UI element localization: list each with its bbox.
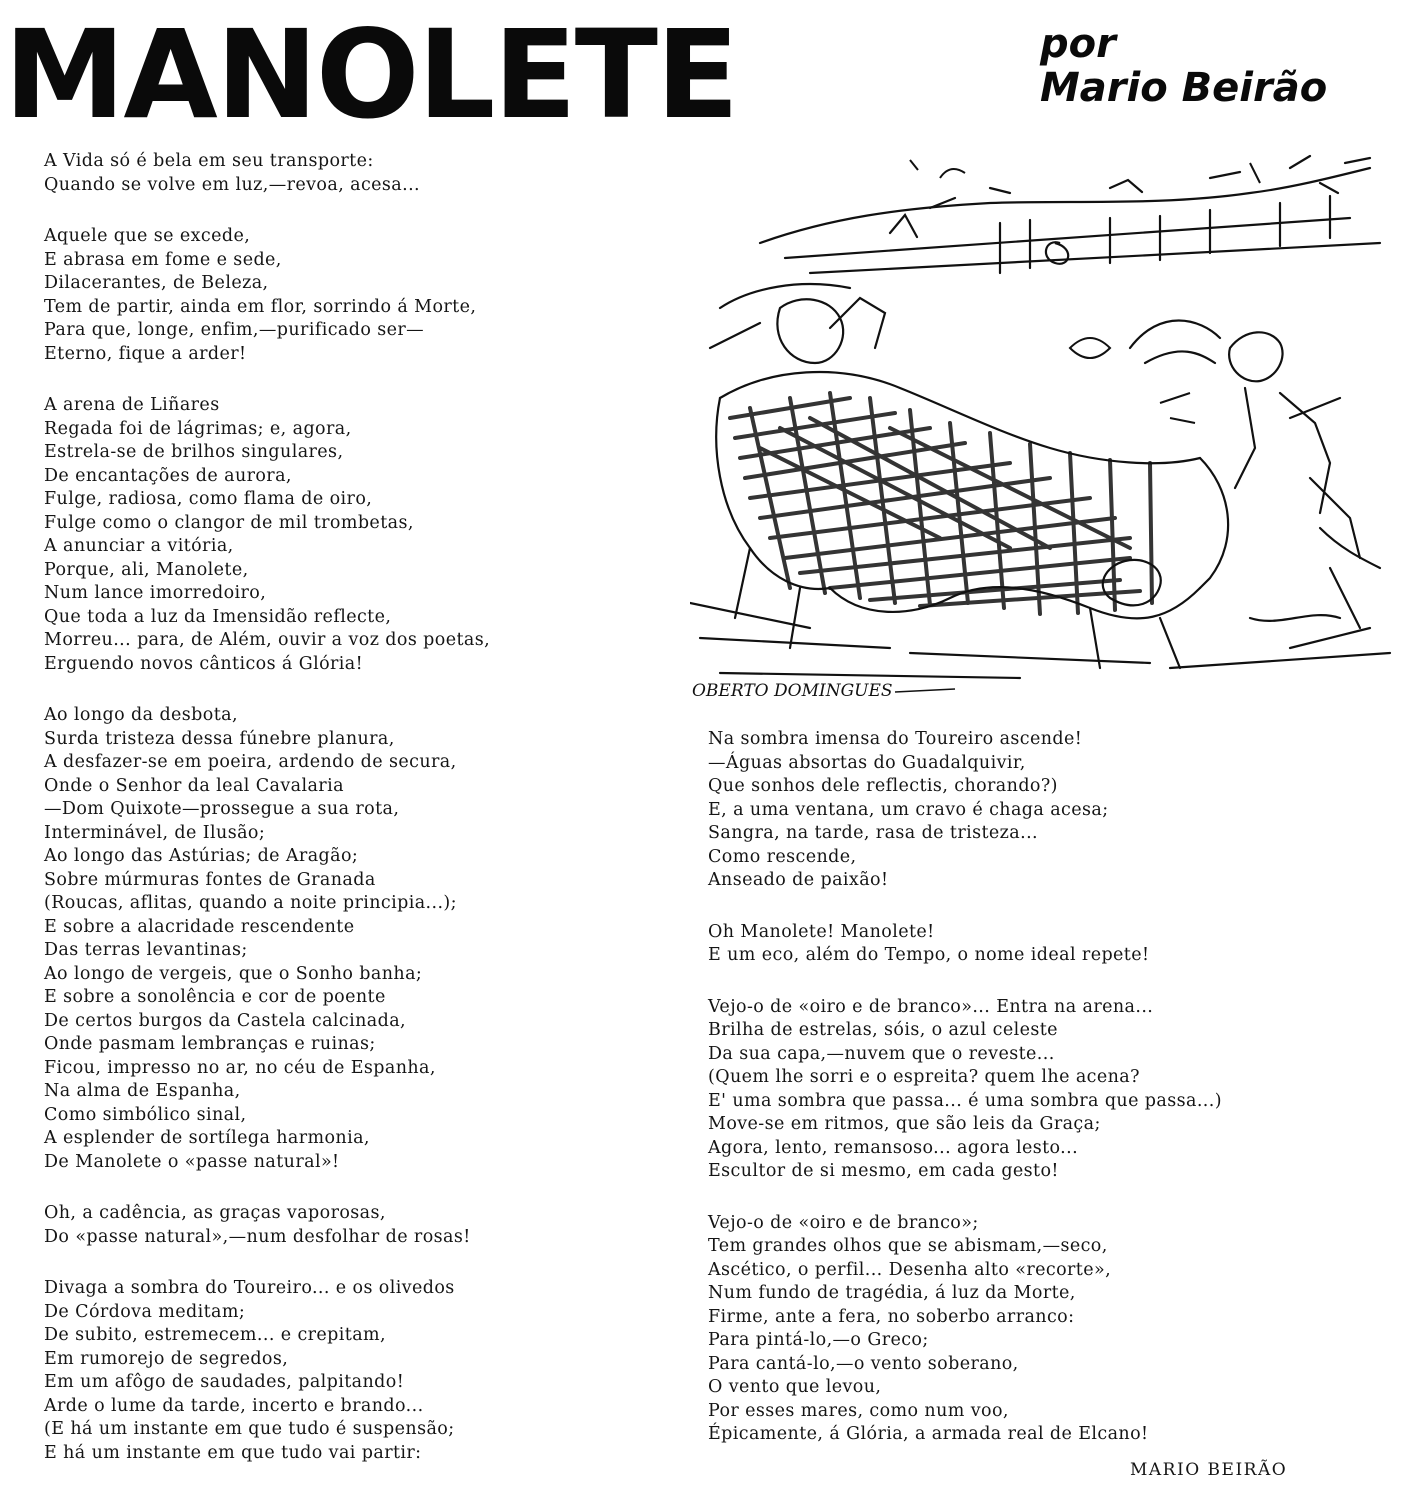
poem-line: Num lance imorredoiro,	[44, 583, 267, 603]
poem-line: Ao longo da desbota,	[44, 705, 238, 725]
poem-line: De encantações de aurora,	[44, 465, 292, 486]
poem-stanza	[708, 1212, 1388, 1447]
poem-stanza	[44, 394, 664, 676]
poem-line: Do «passe natural»,—num desfolhar de rosas!	[44, 1226, 471, 1247]
poem-line: A esplender de sortílega harmonia,	[44, 1128, 370, 1148]
poem-line: Em um afôgo de saudades, palpitando!	[44, 1372, 405, 1392]
poem-line: Firme, ante a fera, no soberbo arranco:	[708, 1306, 1075, 1327]
poem-line: Da sua capa,—nuvem que o reveste...	[708, 1043, 1055, 1064]
poem-line: Onde pasmam lembranças e ruinas;	[44, 1034, 376, 1054]
byline-prefix: por	[1040, 21, 1116, 67]
poem-line: Move-se em ritmos, que são leis da Graça;	[708, 1114, 1101, 1134]
poem-line: (Quem lhe sorri e o espreita? quem lhe acena?	[708, 1067, 1140, 1087]
poem-line: Estrela-se de brilhos singulares,	[44, 442, 344, 462]
poem-line: Das terras levantinas;	[44, 940, 248, 960]
poem-line: E, a uma ventana, um cravo é chaga acesa;	[708, 799, 1109, 820]
poem-column-right	[708, 728, 1388, 1475]
poem-line: Para que, longe, enfim,—purificado ser—	[44, 320, 425, 340]
poem-line: Agora, lento, remansoso... agora lesto...	[708, 1137, 1079, 1158]
poem-line: De Córdova meditam;	[44, 1301, 246, 1322]
poem-line: Ascético, o perfil... Desenha alto «recorte»,	[708, 1259, 1112, 1280]
poem-line: Por esses mares, como num voo,	[708, 1400, 1009, 1421]
poem-line: A Vida só é bela em seu transporte:	[44, 151, 374, 171]
poem-line: Oh, a cadência, as graças vaporosas,	[44, 1203, 386, 1223]
poem-stanza	[44, 1277, 664, 1465]
byline-author: Mario Beirão	[1040, 65, 1328, 111]
poem-line: Na sombra imensa do Toureiro ascende!	[708, 729, 1083, 749]
poem-line: Onde o Senhor da leal Cavalaria	[44, 775, 344, 796]
poem-line: Escultor de si mesmo, em cada gesto!	[708, 1161, 1059, 1181]
poem-stanza	[708, 996, 1388, 1184]
poem-line: Vejo-o de «oiro e de branco»... Entra na arena...	[708, 996, 1154, 1017]
poem-stanza	[44, 704, 664, 1174]
poem-line: Tem grandes olhos que se abismam,—seco,	[708, 1236, 1108, 1256]
poem-line: Que sonhos dele reflectis, chorando?)	[708, 776, 1058, 796]
poem-line: A desfazer-se em poeira, ardendo de secura,	[44, 752, 457, 772]
poem-line: Como simbólico sinal,	[44, 1104, 247, 1125]
poem-line: Dilacerantes, de Beleza,	[44, 273, 269, 293]
poem-line: E abrasa em fome e sede,	[44, 249, 282, 270]
poem-line: Como rescende,	[708, 846, 857, 867]
poem-line: De Manolete o «passe natural»!	[44, 1151, 340, 1172]
poem-line: O vento que levou,	[708, 1377, 882, 1397]
illustration-artist-signature: OBERTO DOMINGUES	[692, 681, 893, 701]
poem-line: De certos burgos da Castela calcinada,	[44, 1010, 407, 1031]
byline	[1040, 22, 1327, 110]
poem-line: Morreu... para, de Além, ouvir a voz dos poetas,	[44, 630, 491, 650]
poem-line: Fulge, radiosa, como flama de oiro,	[44, 489, 373, 509]
poem-line: —Dom Quixote—prossegue a sua rota,	[44, 799, 400, 819]
poem-line: Fulge como o clangor de mil trombetas,	[44, 512, 414, 533]
poem-line: A arena de Liñares	[44, 395, 220, 415]
poem-line: —Águas absortas do Guadalquivir,	[708, 752, 1026, 773]
poem-line: Interminável, de Ilusão;	[44, 822, 266, 843]
poem-column-left	[44, 150, 664, 1493]
poem-stanza	[44, 150, 664, 197]
poem-line: E há um instante em que tudo vai partir:	[44, 1442, 422, 1463]
poem-line: De subito, estremecem... e crepitam,	[44, 1325, 387, 1345]
poem-line: Eterno, fique a arder!	[44, 343, 247, 364]
poem-line: Tem de partir, ainda em flor, sorrindo á Morte,	[44, 296, 477, 317]
poem-line: Sobre múrmuras fontes de Granada	[44, 869, 376, 890]
poem-line: Ficou, impresso no ar, no céu de Espanha,	[44, 1057, 436, 1078]
poem-stanza	[44, 225, 664, 366]
poem-line: Épicamente, á Glória, a armada real de Elcano!	[708, 1424, 1149, 1444]
poem-line: Na alma de Espanha,	[44, 1081, 241, 1101]
poem-line: Divaga a sombra do Toureiro... e os olivedos	[44, 1278, 455, 1298]
bullfight-sketch-image	[690, 148, 1402, 713]
poem-line: Sangra, na tarde, rasa de tristeza...	[708, 823, 1039, 843]
poem-line: Anseado de paixão!	[708, 870, 889, 890]
bullfight-illustration	[690, 148, 1402, 713]
poem-line: Regada foi de lágrimas; e, agora,	[44, 418, 352, 439]
poem-line: Vejo-o de «oiro e de branco»;	[708, 1212, 979, 1233]
page-title: MANOLETE	[4, 4, 738, 146]
poem-line: Arde o lume da tarde, incerto e brando...	[44, 1395, 424, 1416]
poem-line: Que toda a luz da Imensidão reflecte,	[44, 606, 392, 627]
poem-line: E sobre a sonolência e cor de poente	[44, 987, 386, 1007]
poem-line: Surda tristeza dessa fúnebre planura,	[44, 728, 395, 749]
poem-line: Ao longo das Astúrias; de Aragão;	[44, 846, 359, 866]
poem-stanza	[44, 1202, 664, 1249]
poem-line: Quando se volve em luz,—revoa, acesa...	[44, 174, 421, 195]
poem-line: Ao longo de vergeis, que o Sonho banha;	[44, 963, 423, 984]
author-signature: MARIO BEIRÃO	[1130, 1460, 1288, 1480]
poem-line: Num fundo de tragédia, á luz da Morte,	[708, 1283, 1076, 1303]
poem-stanza	[708, 921, 1388, 968]
poem-line: Para pintá-lo,—o Greco;	[708, 1330, 929, 1350]
poem-line: E' uma sombra que passa... é uma sombra que passa...)	[708, 1090, 1222, 1111]
poem-line: Para cantá-lo,—o vento soberano,	[708, 1353, 1019, 1374]
poem-line: (E há um instante em que tudo é suspensão;	[44, 1419, 455, 1439]
poem-line: Aquele que se excede,	[44, 226, 251, 246]
poem-line: A anunciar a vitória,	[44, 536, 234, 556]
poem-stanza	[708, 728, 1388, 893]
poem-line: E um eco, além do Tempo, o nome ideal repete!	[708, 945, 1150, 965]
poem-line: Em rumorejo de segredos,	[44, 1348, 289, 1369]
poem-line: Oh Manolete! Manolete!	[708, 921, 935, 942]
poem-line: Erguendo novos cânticos á Glória!	[44, 653, 364, 674]
poem-line: (Roucas, aflitas, quando a noite principia...);	[44, 893, 457, 913]
poem-line: Brilha de estrelas, sóis, o azul celeste	[708, 1020, 1058, 1040]
poem-line: E sobre a alacridade rescendente	[44, 916, 355, 937]
poem-line: Porque, ali, Manolete,	[44, 559, 249, 580]
